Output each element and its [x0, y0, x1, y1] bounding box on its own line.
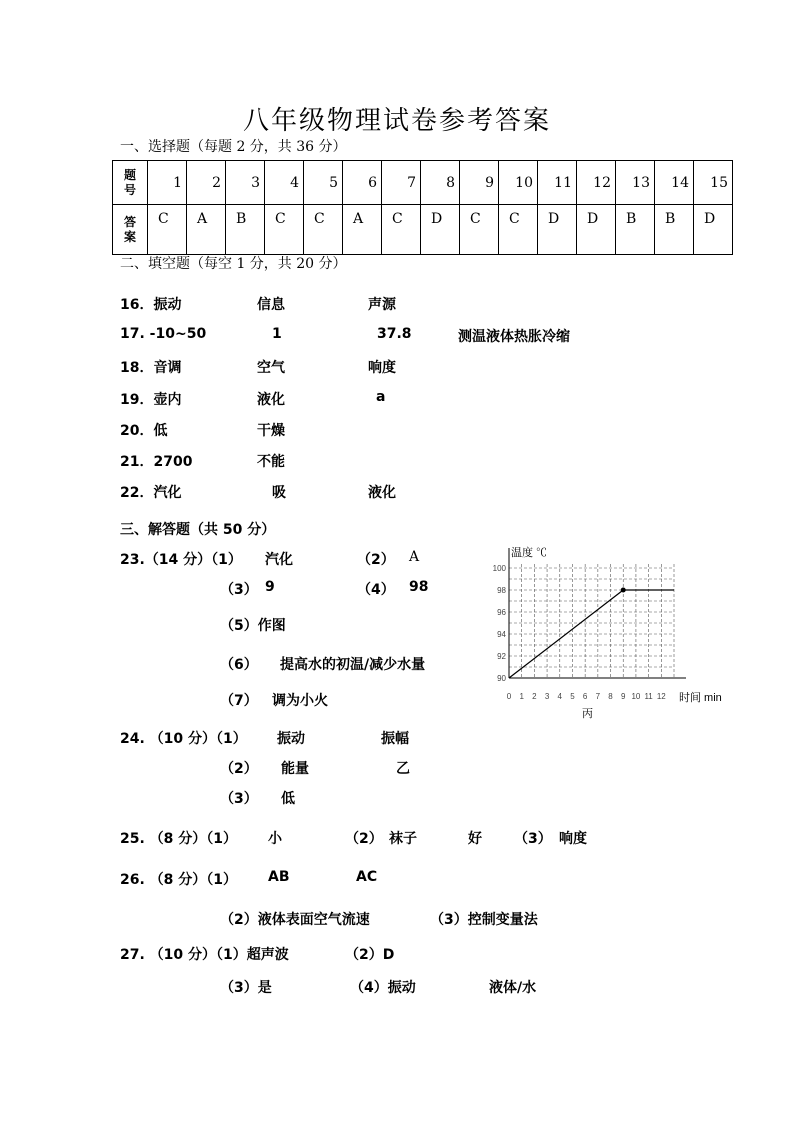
q23-p6: 提高水的初温/减少水量 — [280, 657, 426, 673]
q24-p3-label: （3） — [220, 791, 258, 807]
chart-xlabel: 时间 min — [679, 692, 722, 704]
q20-label: 20．低 — [120, 423, 168, 439]
q25-p2-label: （2） — [345, 831, 383, 847]
q23-p4-label: （4） — [357, 582, 395, 598]
q17-label: 17. -10~50 — [120, 326, 207, 342]
answer-cell: C — [148, 205, 187, 255]
row-header-char: 号 — [123, 182, 136, 197]
y-tick-label: 90 — [497, 674, 506, 683]
question-number-cell: 12 — [577, 161, 616, 205]
q24-p2-label: （2） — [220, 761, 258, 777]
q27-p3: （3）是 — [220, 980, 272, 996]
answer-cell: B — [655, 205, 694, 255]
question-number-cell: 10 — [499, 161, 538, 205]
q24-p3: 低 — [281, 791, 295, 807]
chart-ticks — [493, 564, 667, 701]
question-number-cell: 6 — [343, 161, 382, 205]
answer-cell: C — [304, 205, 343, 255]
chart-axes — [509, 548, 686, 678]
chart-grid — [509, 564, 674, 678]
q25-p1: 小 — [268, 831, 282, 847]
q21-answer-a: 不能 — [257, 454, 285, 470]
question-number-cell: 4 — [265, 161, 304, 205]
x-tick-label: 5 — [570, 692, 575, 701]
q26-p1a: AB — [268, 869, 290, 885]
y-tick-label: 92 — [497, 652, 506, 661]
q23-p5: （5）作图 — [220, 618, 286, 634]
q24-p2a: 能量 — [281, 761, 309, 777]
q25-label: 25. （8 分）（1） — [120, 831, 238, 847]
x-tick-label: 11 — [644, 692, 653, 701]
q26-p3: （3）控制变量法 — [430, 912, 538, 928]
q27-p4b: 液体/水 — [489, 980, 537, 996]
question-number-cell: 7 — [382, 161, 421, 205]
answer-cell: D — [538, 205, 577, 255]
q24-p1b: 振幅 — [381, 731, 409, 747]
x-tick-label: 3 — [544, 692, 550, 701]
x-tick-label: 10 — [631, 692, 641, 701]
chart-ylabel: 温度 ℃ — [511, 547, 548, 559]
x-tick-label: 7 — [595, 692, 601, 701]
q16-answer-b: 声源 — [368, 297, 396, 313]
q16-answer-a: 信息 — [257, 297, 285, 313]
y-tick-label: 94 — [497, 630, 506, 639]
y-tick-label: 96 — [497, 608, 506, 617]
question-number-cell: 11 — [538, 161, 577, 205]
q27-p4-label: （4）振动 — [350, 980, 416, 996]
q27-label: 27. （10 分）（1）超声波 — [120, 947, 289, 963]
x-tick-label: 9 — [621, 692, 626, 701]
q26-label: 26. （8 分）（1） — [120, 872, 238, 888]
q26-p1b: AC — [356, 869, 378, 885]
x-tick-label: 2 — [532, 692, 537, 701]
q23-p4: 98 — [409, 579, 429, 595]
q19-answer-b: a — [376, 389, 386, 405]
q23-p1: 汽化 — [265, 552, 293, 568]
q22-label: 22．汽化 — [120, 485, 182, 501]
q26-p2: （2）液体表面空气流速 — [220, 912, 370, 928]
q24-p2b: 乙 — [396, 761, 410, 777]
q19-answer-a: 液化 — [257, 392, 285, 408]
q24-p1a: 振动 — [277, 731, 305, 747]
q25-p3: 响度 — [559, 831, 587, 847]
row-header-char: 题 — [123, 167, 136, 182]
section1-heading: 一、选择题（每题 2 分，共 36 分） — [120, 139, 347, 155]
answer-cell: A — [343, 205, 382, 255]
q25-p2b: 好 — [468, 831, 482, 847]
q19-label: 19．壶内 — [120, 392, 182, 408]
question-number-cell: 9 — [460, 161, 499, 205]
answer-cell: D — [694, 205, 733, 255]
question-number-cell: 8 — [421, 161, 460, 205]
q17-answer-b: 37.8 — [377, 326, 412, 342]
answer-cell: C — [460, 205, 499, 255]
x-tick-label: 4 — [557, 692, 562, 701]
answer-cell: D — [421, 205, 460, 255]
question-number-cell: 15 — [694, 161, 733, 205]
q23-p3: 9 — [265, 579, 275, 595]
question-number-cell: 1 — [148, 161, 187, 205]
question-number-cell: 2 — [187, 161, 226, 205]
q23-p2-label: （2） — [357, 552, 395, 568]
answer-cell: C — [265, 205, 304, 255]
q21-label: 21．2700 — [120, 454, 193, 470]
q18-answer-b: 响度 — [368, 360, 396, 376]
question-number-cell: 13 — [616, 161, 655, 205]
q23-p6-label: （6） — [220, 657, 258, 673]
q20-answer-a: 干燥 — [257, 423, 285, 439]
answer-cell: C — [499, 205, 538, 255]
row-header-answer — [113, 205, 148, 255]
page-title: 八年级物理试卷参考答案 — [242, 106, 551, 136]
row-header-char: 案 — [123, 229, 136, 244]
answer-cell: C — [382, 205, 421, 255]
table-row-answers — [113, 205, 733, 255]
answer-cell: D — [577, 205, 616, 255]
row-header-number — [113, 161, 148, 205]
answer-cell: A — [187, 205, 226, 255]
q18-label: 18．音调 — [120, 360, 182, 376]
answer-cell: B — [226, 205, 265, 255]
q27-p2: （2）D — [345, 947, 395, 963]
q24-label: 24. （10 分）（1） — [120, 731, 247, 747]
y-tick-label: 98 — [497, 586, 506, 595]
q22-answer-b: 液化 — [368, 485, 396, 501]
chart-caption: 丙 — [582, 708, 593, 720]
q23-p7-label: （7） — [220, 693, 258, 709]
question-number-cell: 14 — [655, 161, 694, 205]
table-row-numbers — [113, 161, 733, 205]
q23-p7: 调为小火 — [272, 693, 328, 709]
q22-answer-a: 吸 — [272, 485, 286, 501]
section2-heading: 二、填空题（每空 1 分，共 20 分） — [120, 256, 347, 272]
question-number-cell: 5 — [304, 161, 343, 205]
q25-p2a: 袜子 — [389, 831, 417, 847]
q23-p2: A — [409, 549, 420, 565]
answer-table — [112, 160, 733, 255]
data-point-marker — [621, 588, 626, 593]
x-tick-label: 1 — [519, 692, 524, 701]
q23-label: 23.（14 分）（1） — [120, 552, 242, 568]
answer-cell: B — [616, 205, 655, 255]
x-tick-label: 6 — [582, 692, 588, 701]
temperature-time-chart — [490, 540, 730, 725]
x-tick-label: 8 — [608, 692, 613, 701]
q25-p3-label: （3） — [514, 831, 552, 847]
section3-heading: 三、解答题（共 50 分） — [120, 522, 276, 538]
q18-answer-a: 空气 — [257, 360, 285, 376]
q17-answer-a: 1 — [272, 326, 282, 342]
y-tick-label: 100 — [492, 564, 506, 573]
question-number-cell: 3 — [226, 161, 265, 205]
q23-p3-label: （3） — [220, 582, 258, 598]
row-header-char: 答 — [123, 214, 136, 229]
q16-label: 16．振动 — [120, 297, 182, 313]
q17-answer-c: 测温液体热胀冷缩 — [458, 329, 570, 345]
x-tick-label: 0 — [506, 692, 512, 701]
x-tick-label: 12 — [656, 692, 666, 701]
